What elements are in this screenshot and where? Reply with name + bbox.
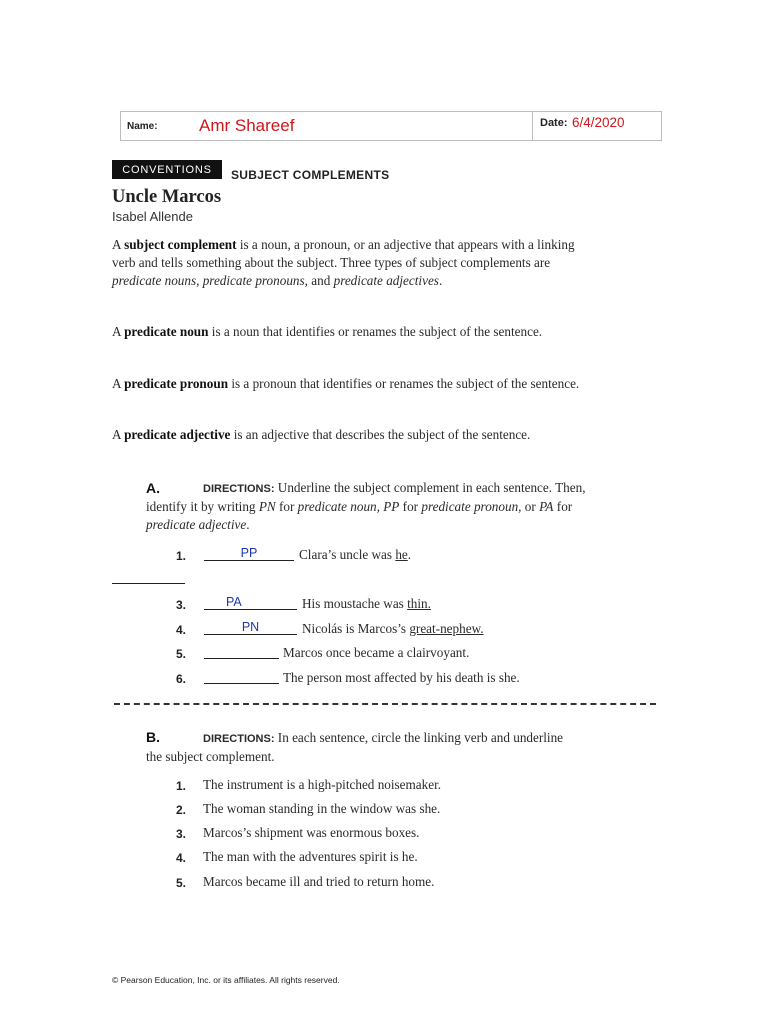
sentence: The man with the adventures spirit is he. — [203, 849, 418, 864]
answer-blank[interactable] — [204, 621, 297, 635]
part-a-directions-label: DIRECTIONS: — [203, 483, 275, 495]
part-a-item: 3. PA His moustache was thin. — [175, 595, 431, 612]
part-b-item: 2. The woman standing in the window was she. — [175, 801, 441, 817]
name-value[interactable]: Amr Shareef — [199, 116, 295, 135]
sentence: Nicolás is Marcos’s great-nephew. — [302, 621, 484, 636]
term-subject-complement: subject complement — [124, 237, 237, 252]
answer-blank[interactable] — [204, 596, 297, 610]
sentence: The instrument is a high-pitched noisemaker. — [203, 777, 442, 792]
answer-blank[interactable] — [204, 547, 294, 561]
conventions-badge: CONVENTIONS — [112, 160, 222, 179]
term-predicate-adjective: predicate adjective — [124, 427, 231, 442]
part-a-letter: A. — [146, 480, 160, 496]
part-b-letter: B. — [146, 729, 160, 745]
intro-paragraph-predicate-pronoun: A predicate pronoun is a pronoun that identifies or renames the subject of the sentence. — [112, 376, 580, 391]
section-separator — [114, 703, 656, 705]
part-a-item: 6. The person most affected by his death is she. — [175, 670, 520, 686]
section-heading: SUBJECT COMPLEMENTS — [231, 168, 390, 182]
part-a-item: 1. PP Clara’s uncle was he. — [175, 546, 412, 563]
part-b-item: 3. Marcos’s shipment was enormous boxes. — [175, 825, 420, 841]
sentence: Marcos became ill and tried to return home. — [203, 874, 435, 889]
intro-paragraph-predicate-adjective: A predicate adjective is an adjective that describes the subject of the sentence. — [112, 427, 531, 442]
date-value[interactable]: 6/4/2020 — [572, 115, 625, 130]
answer-value: PN — [241, 620, 260, 634]
part-a-item: 5. Marcos once became a clairvoyant. — [175, 645, 470, 661]
answer-value: PP — [240, 546, 258, 560]
sentence: His moustache was thin. — [302, 596, 431, 611]
part-b-directions-label: DIRECTIONS: — [203, 733, 275, 745]
sentence: Marcos’s shipment was enormous boxes. — [203, 825, 420, 840]
answer-value: PA — [226, 595, 242, 609]
sentence: Clara’s uncle was he. — [299, 547, 412, 562]
copyright-footer: © Pearson Education, Inc. or its affiliates. All rights reserved. — [112, 975, 340, 985]
story-title: Uncle Marcos — [112, 187, 222, 207]
intro-paragraph-predicate-noun: A predicate noun is a noun that identifies or renames the subject of the sentence. — [112, 324, 543, 339]
name-label: Name: — [127, 121, 158, 132]
name-date-divider — [532, 111, 533, 141]
story-author: Isabel Allende — [112, 209, 193, 224]
part-a-item: 4. PN Nicolás is Marcos’s great-nephew. — [175, 620, 484, 637]
part-b-item: 4. The man with the adventures spirit is he. — [175, 849, 418, 865]
intro-paragraph-subject-complement: A subject complement is a noun, a pronoun, or an adjective that appears with a linking verb and tells something about the subject. Three types of subject complements are predicate nouns, predicate pronouns, and predicate adjectives. — [112, 237, 575, 288]
part-b-item: 5. Marcos became ill and tried to return home. — [175, 874, 435, 890]
date-label: Date: — [540, 117, 568, 129]
answer-blank[interactable] — [204, 645, 279, 659]
term-predicate-pronoun: predicate pronoun — [124, 376, 229, 391]
sentence: Marcos once became a clairvoyant. — [283, 645, 470, 660]
sentence: The woman standing in the window was she. — [203, 801, 441, 816]
sentence: The person most affected by his death is she. — [283, 670, 520, 685]
part-a-directions: DIRECTIONS: Underline the subject complement in each sentence. Then, identify it by writing PN for predicate noun, PP for predicate pronoun, or PA for predicate adjective. — [146, 480, 586, 532]
term-predicate-noun: predicate noun — [124, 324, 209, 339]
answer-blank[interactable] — [204, 670, 279, 684]
part-b-item: 1. The instrument is a high-pitched noisemaker. — [175, 777, 442, 793]
stray-answer-line — [112, 583, 185, 584]
part-b-directions: DIRECTIONS: In each sentence, circle the linking verb and underline the subject complement. — [146, 730, 564, 764]
